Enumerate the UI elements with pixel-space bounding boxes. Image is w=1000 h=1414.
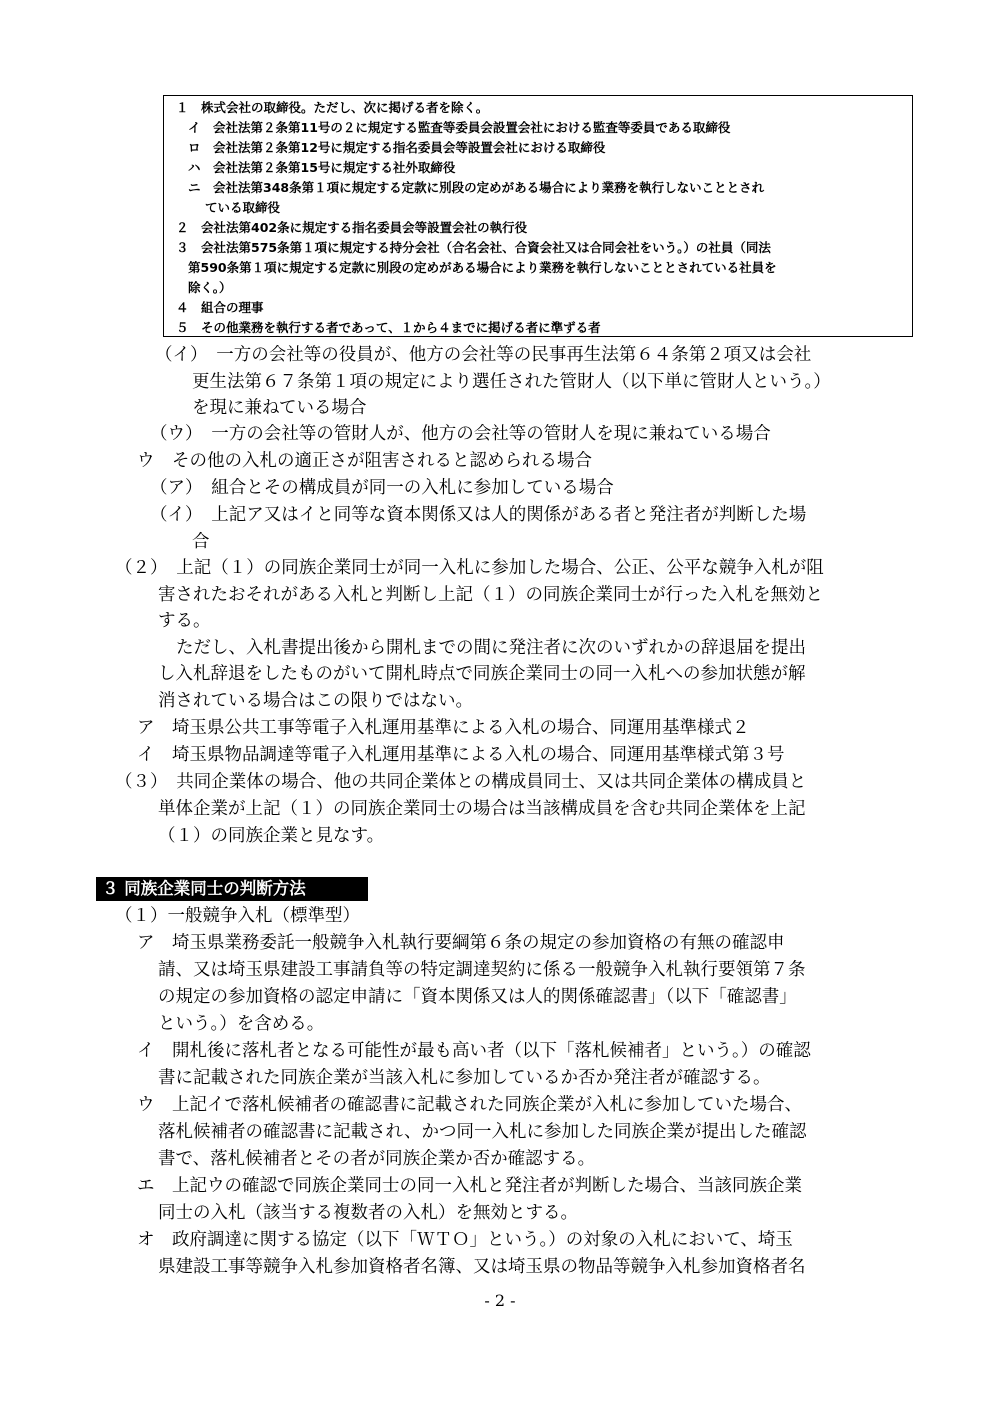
section-line: 落札候補者の確認書に記載され、かつ同一入札に参加した同族企業が提出した確認 (158, 1122, 807, 1142)
body-line: （ア） 組合とその構成員が同一の入札に参加している場合 (150, 478, 614, 498)
box-line: ３ 会社法第575条第１項に規定する持分会社（合名会社、合資会社又は合同会社をいう。）の社員（同法 (176, 240, 771, 255)
section-line: 請、又は埼玉県建設工事請負等の特定調達契約に係る一般競争入札執行要領第７条 (158, 960, 806, 980)
box-line: ニ 会社法第348条第１項に規定する定款に別段の定めがある場合により業務を執行しないこととされ (188, 180, 765, 195)
box-line: イ 会社法第２条第11号の２に規定する監査等委員会設置会社における監査等委員である取締役 (188, 120, 731, 135)
body-line: 更生法第６７条第１項の規定により選任された管財人（以下単に管財人という。） (192, 372, 831, 392)
body-line: 害されたおそれがある入札と判断し上記（１）の同族企業同士が行った入札を無効と (158, 585, 823, 605)
body-line: （イ） 一方の会社等の役員が、他方の会社等の民事再生法第６４条第２項又は会社 (155, 345, 812, 365)
body-line: 合 (192, 532, 210, 552)
box-line: ハ 会社法第２条第15号に規定する社外取締役 (188, 160, 456, 175)
body-line: し入札辞退をしたものがいて開札時点で同族企業同士の同一入札への参加状態が解 (158, 664, 806, 684)
section-line: 書に記載された同族企業が当該入札に参加しているか否か発注者が確認する。 (158, 1068, 771, 1088)
body-line: （２） 上記（１）の同族企業同士が同一入札に参加した場合、公正、公平な競争入札が阻 (115, 558, 824, 578)
body-line: ウ その他の入札の適正さが阻害されると認められる場合 (137, 451, 592, 471)
section-line: エ 上記ウの確認で同族企業同士の同一入札と発注者が判断した場合、当該同族企業 (137, 1176, 802, 1196)
body-line: ただし、入札書提出後から開札までの間に発注者に次のいずれかの辞退届を提出 (176, 638, 806, 658)
box-line: １ 株式会社の取締役。ただし、次に掲げる者を除く。 (176, 100, 489, 115)
body-line: （ウ） 一方の会社等の管財人が、他方の会社等の管財人を現に兼ねている場合 (150, 424, 771, 444)
section-line: ウ 上記イで落札候補者の確認書に記載された同族企業が入札に参加していた場合、 (137, 1095, 802, 1115)
body-line: 消されている場合はこの限りではない。 (158, 691, 473, 711)
body-line: を現に兼ねている場合 (192, 398, 367, 418)
section-line: ア 埼玉県業務委託一般競争入札執行要綱第６条の規定の参加資格の有無の確認申 (137, 933, 785, 953)
body-line: 単体企業が上記（１）の同族企業同士の場合は当該構成員を含む共同企業体を上記 (158, 799, 806, 819)
box-line: ２ 会社法第402条に規定する指名委員会等設置会社の執行役 (176, 220, 528, 235)
box-line: 除く。） (188, 280, 232, 295)
body-line: （３） 共同企業体の場合、他の共同企業体との構成員同士、又は共同企業体の構成員と (115, 772, 807, 792)
body-line: ア 埼玉県公共工事等電子入札運用基準による入札の場合、同運用基準様式２ (137, 718, 750, 738)
box-line: ている取締役 (205, 200, 281, 215)
body-line: （１）の同族企業と見なす。 (158, 826, 385, 846)
section-line: 書で、落札候補者とその者が同族企業か否か確認する。 (158, 1149, 596, 1169)
box-line: ５ その他業務を執行する者であって、１から４までに掲げる者に準ずる者 (176, 320, 601, 335)
section-line: という。）を含める。 (158, 1014, 325, 1034)
section-line: 同士の入札（該当する複数者の入札）を無効とする。 (158, 1203, 578, 1223)
box-line: ロ 会社法第２条第12号に規定する指名委員会等設置会社における取締役 (188, 140, 606, 155)
section-line: 県建設工事等競争入札参加資格者名簿、又は埼玉県の物品等競争入札参加資格者名 (158, 1257, 806, 1277)
box-line: ４ 組合の理事 (176, 300, 264, 315)
body-line: する。 (158, 611, 211, 631)
box-line: 第590条第１項に規定する定款に別段の定めがある場合により業務を執行しないこととされている社員を (188, 260, 777, 275)
body-line: （イ） 上記ア又はイと同等な資本関係又は人的関係がある者と発注者が判断した場 (150, 505, 807, 525)
section-line: （１）一般競争入札（標準型） (115, 906, 360, 926)
section-line: イ 開札後に落札者となる可能性が最も高い者（以下「落札候補者」という。）の確認 (137, 1041, 811, 1061)
body-line: イ 埼玉県物品調達等電子入札運用基準による入札の場合、同運用基準様式第３号 (137, 745, 785, 765)
section-line: の規定の参加資格の認定申請に「資本関係又は人的関係確認書」（以下「確認書」 (158, 987, 797, 1007)
section-line: オ 政府調達に関する協定（以下「ＷＴＯ」という。）の対象の入札において、埼玉 (137, 1230, 793, 1250)
section-heading: ３ 同族企業同士の判断方法 (96, 877, 368, 901)
page-number: - 2 - (484, 1291, 516, 1310)
